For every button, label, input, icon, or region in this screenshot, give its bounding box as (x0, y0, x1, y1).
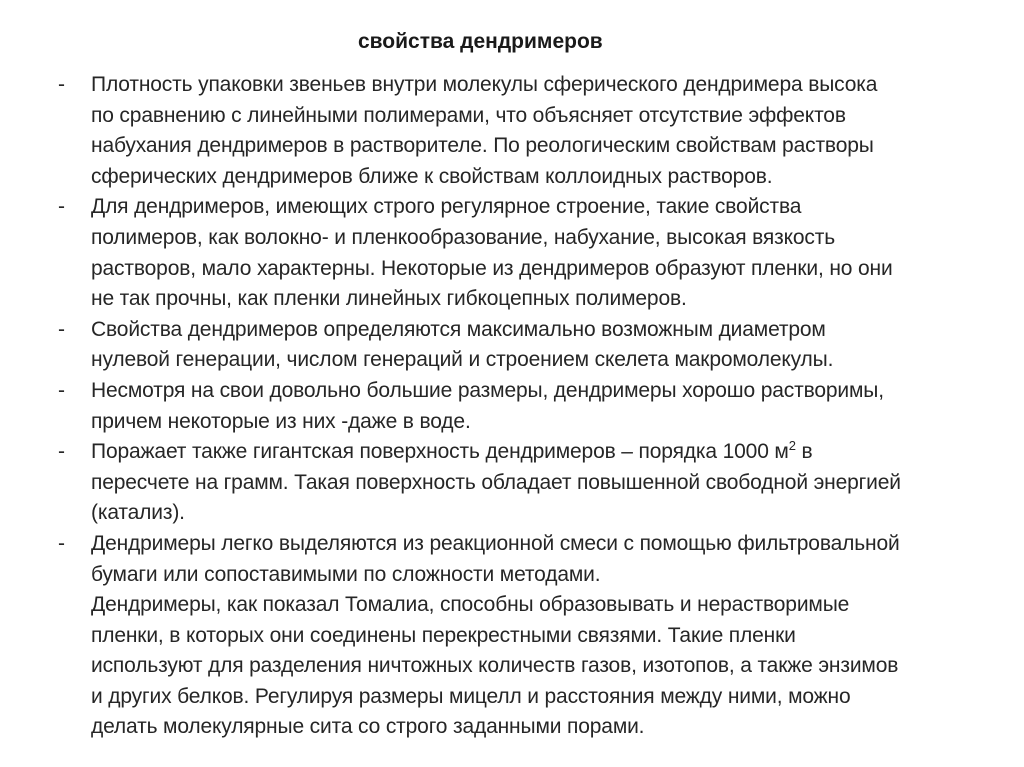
bullet-text: в (795, 440, 813, 464)
slide-body (58, 70, 1024, 743)
bullet-line: бумаги или сопоставимыми по сложности методами. (91, 562, 601, 586)
bullet-line: нулевой генерации, числом генераций и строением скелета макромолекулы. (91, 348, 834, 372)
bullet-item (58, 437, 1024, 529)
bullet-item (58, 529, 1024, 590)
bullet-item (58, 70, 1024, 192)
bullet-line: причем некоторые из них -даже в воде. (91, 409, 471, 433)
bullet-line: Дендримеры легко выделяются из реакционной смеси с помощью фильтровальной (91, 531, 900, 555)
superscript: 2 (788, 438, 796, 454)
bullet-item (58, 192, 1024, 314)
paragraph-line: Дендримеры, как показал Томалиа, способны образовывать и нерастворимые (91, 593, 850, 617)
bullet-dash: - (58, 440, 65, 464)
bullet-line: растворов, мало характерны. Некоторые из дендримеров образуют пленки, но они (91, 256, 893, 280)
bullet-line: пересчете на грамм. Такая поверхность обладает повышенной свободной энергией (91, 470, 901, 494)
bullet-line: Несмотря на свои довольно большие размеры, дендримеры хорошо растворимы, (91, 378, 884, 402)
bullet-dash: - (58, 317, 65, 341)
bullet-text: Поражает также гигантская поверхность дендримеров – порядка 1000 м (91, 440, 789, 464)
body-paragraph (58, 590, 1024, 743)
bullet-item (58, 315, 1024, 376)
bullet-line: не так прочны, как пленки линейных гибкоцепных полимеров. (91, 287, 687, 311)
bullet-dash: - (58, 195, 65, 219)
bullet-line: (катализ). (91, 501, 185, 525)
bullet-line: Для дендримеров, имеющих строго регулярное строение, такие свойства (91, 195, 802, 219)
paragraph-line: делать молекулярные сита со строго заданными порами. (91, 715, 645, 739)
bullet-dash: - (58, 378, 65, 402)
bullet-line: набухания дендримеров в растворителе. По реологическим свойствам растворы (91, 134, 874, 158)
bullet-line: Плотность упаковки звеньев внутри молекулы сферического дендримера высока (91, 73, 878, 96)
bullet-line: сферических дендримеров ближе к свойствам коллоидных растворов. (91, 164, 773, 188)
paragraph-line: и других белков. Регулируя размеры мицелл и расстояния между ними, можно (91, 684, 851, 708)
slide-title: свойства дендримеров (358, 30, 603, 53)
bullet-line: полимеров, как волокно- и пленкообразование, набухание, высокая вязкость (91, 225, 836, 249)
paragraph-line: пленки, в которых они соединены перекрестными связями. Такие пленки (91, 623, 796, 647)
bullet-dash: - (58, 531, 65, 555)
bullet-line-with-superscript (91, 437, 1024, 468)
bullet-line: Свойства дендримеров определяются максимально возможным диаметром (91, 317, 826, 341)
paragraph-line: используют для разделения ничтожных количеств газов, изотопов, а также энзимов (91, 654, 899, 678)
bullet-line: по сравнению с линейными полимерами, что объясняет отсутствие эффектов (91, 103, 846, 127)
bullet-item (58, 376, 1024, 437)
bullet-dash: - (58, 73, 65, 96)
